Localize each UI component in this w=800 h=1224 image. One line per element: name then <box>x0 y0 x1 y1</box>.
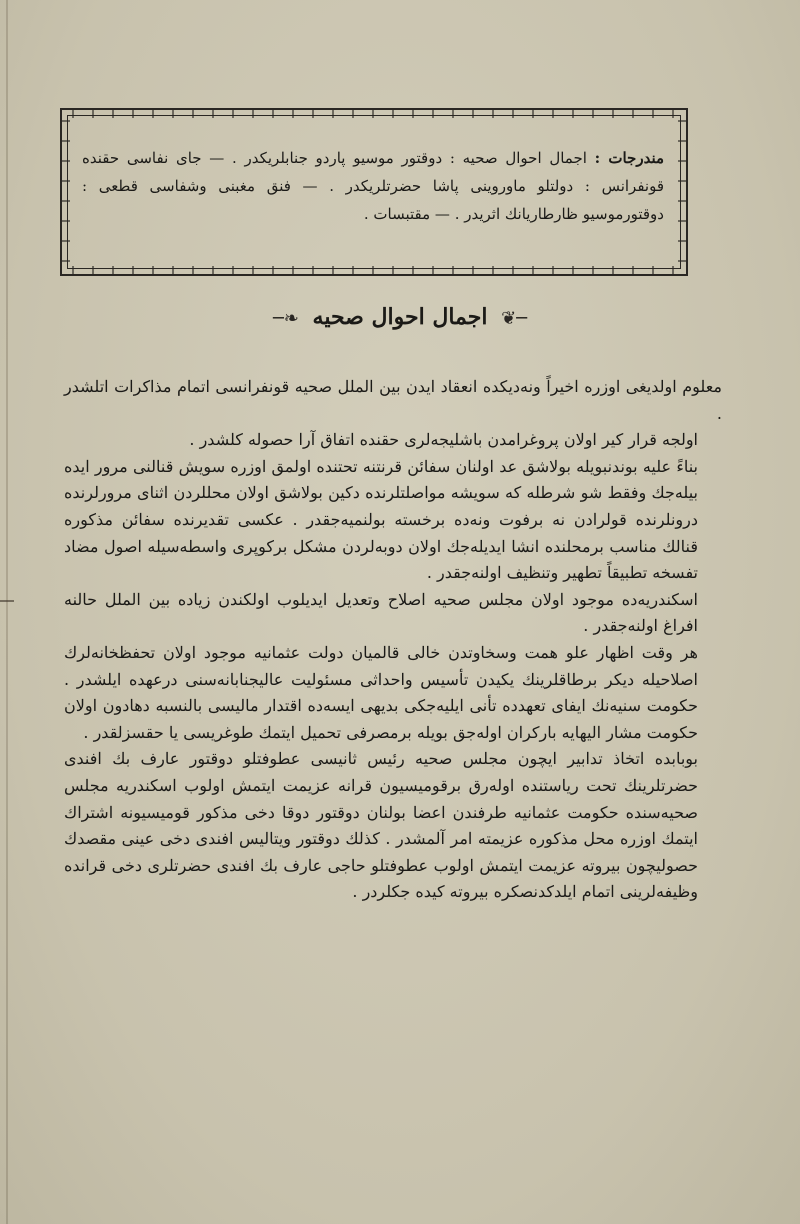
paragraph: معلوم اولدیغی اوزره اخیراً ونه‌دیکده انعقاد ایدن بین الملل صحیه قونفرانسی اتمام مذاکرات اتلشدر . <box>64 377 722 423</box>
section-title-row <box>0 304 800 330</box>
contents-box <box>60 108 688 276</box>
contents-text-block <box>82 144 664 228</box>
paragraph: اولجه قرار کیر اولان پروغرامدن باشلیجه‌لری حقنده اتفاق آرا حصوله کلشدر . <box>189 430 698 450</box>
contents-label: مندرجات : <box>594 149 665 167</box>
margin-mark <box>0 600 14 602</box>
contents-list: اجمال احوال صحیه : دوقتور موسیو پاردو جنابلریکدر . — جای نفاسی حقنده قونفرانس : دولتلو ماوروینی پاشا حضرتلریکدر . — فنق مغبنی وشفاسی قطعی : دوقتورموسیو ظارطاریانك اثریدر . — مقتبسات . <box>82 149 664 223</box>
paragraph: هر وقت اظهار علو همت وسخاوتدن خالی قالمیان دولت عثمانیه موجود اولان تحفظخانه‌لرك اصلاحیله دیکر برطاقلرینك یکیدن تأسیس واحداثی مسئولیت عالیجنابانه‌سنی درعهده ایلشدر . حکومت سنیه‌نك ایفای تعهدده تأنی ایلیه‌جکی بدیهی ایسه‌ده اقتدار مالیسی بالنسبه دها‌دون اولان حکومت مشار الیهایه بارکران اوله‌جق بویله برمصرفی تحمیل ایتمك طوغریسی یا حقسزلقدر . <box>64 642 698 742</box>
section-title: اجمال احوال صحیه <box>312 304 488 330</box>
paragraph: بناءً علیه بوندنبویله بولاشق عد اولنان سفائن قرنتنه تحتنده اولمق اوزره سویش قنالنی مرور ایده بیله‌جك وفقط شو شرطله که سویشه مواصلتلرنده دکین بولاشق اولان محللردن اثنای مرورلرنده درونلرنده قولرادن نه برفوت ونه‌ده برخسته بولنمیه‌جقدر . عکسی تقدیرنده سفائن مذکوره قنالك مناسب برمحلنده انشا ایدیله‌جك اولان دوبه‌لردن مشکل برکوپری واسطه‌سیله اصول مضاد تفسخه تطبیقاً تطهیر وتنظیف اولنه‌جقدر . <box>64 456 698 583</box>
article-body <box>64 374 722 906</box>
left-ornament-icon: ─❦ <box>501 308 528 329</box>
right-ornament-icon: ❧─ <box>272 308 299 329</box>
paragraph: بوبابده اتخاذ تدابیر ایچون مجلس صحیه رئیس ثانیسی عطوفتلو دوقتور عارف بك افندی حضرتلرینك تحت ریاستنده اوله‌رق برقومیسیون قرانه عزیمت ایتمش اولوب اسکندریه مجلس صحیه‌سنده حکومت عثمانیه طرفندن اعضا بولنان دوقتور دوقا دخی مذکور قومیسیونه اشتراك ایتمك اوزره محل مذکوره عزیمته امر آلمشدر . کذلك دوقتور ویتالیس افندی دخی عینی مقصدك حصولیچون بیروته عزیمت ایتمش اولوب عطوفتلو حاجی عارف بك افندی حضرتلری دخی قرانده وظیفه‌لرینی اتمام ایلدکدنصکره بیروته کیده جکلردر . <box>64 749 698 902</box>
paragraph: اسکندریه‌ده موجود اولان مجلس صحیه اصلاح وتعدیل ایدیلوب اولکندن زیاده بین الملل حالنه افراغ اولنه‌جقدر . <box>64 589 698 636</box>
page-edge-shadow <box>6 0 8 1224</box>
